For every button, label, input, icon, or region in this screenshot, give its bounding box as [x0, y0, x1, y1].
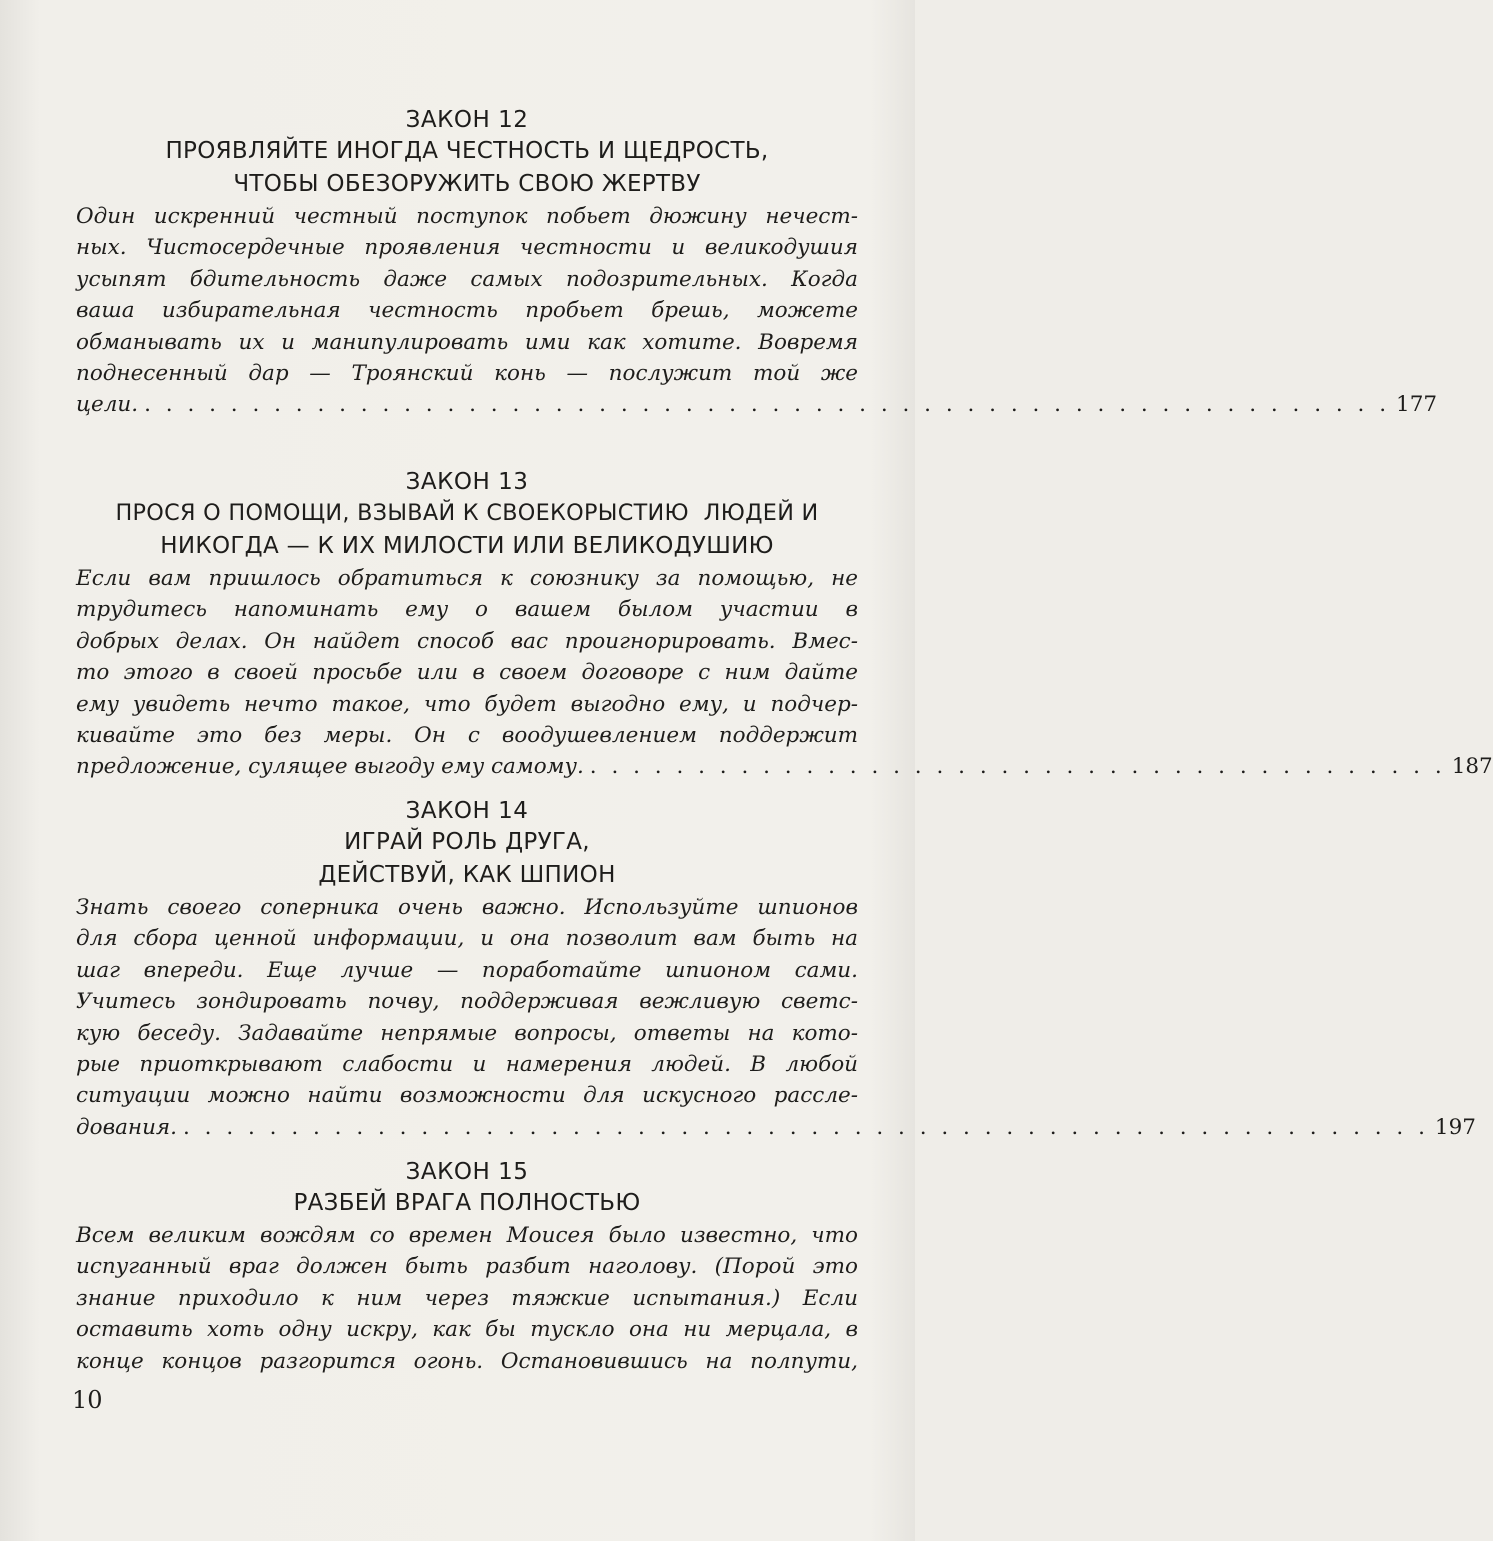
text-line: кивайте это без меры. Он с воодушевлением поддержит [76, 723, 858, 749]
text-line-last [76, 389, 1438, 420]
text-line: усыпят бдительность даже самых подозрительных. Когда [76, 266, 858, 292]
law-title-line: ИГРАЙ РОЛЬ ДРУГА, [344, 829, 590, 855]
text-line: то этого в своей просьбе или в своем договоре с ним дайте [76, 660, 858, 686]
text-line: Если вам пришлось обратиться к союзнику за помощью, не [76, 566, 858, 591]
law-title-line: ПРОЯВЛЯЙТЕ ИНОГДА ЧЕСТНОСТЬ И ЩЕДРОСТЬ, [165, 138, 769, 164]
text-line: ситуации можно найти возможности для искусного рассле- [76, 1083, 858, 1109]
text-line: знание приходило к ним через тяжкие испытания.) Если [76, 1285, 858, 1311]
law-description [76, 892, 1476, 1143]
text-line-end: дования. [76, 1114, 177, 1140]
text-line: ных. Чистосердечные проявления честности и великодушия [76, 235, 858, 261]
law-description [76, 563, 1493, 783]
text-line: рые приоткрывают слабости и намерения людей. В любой [76, 1052, 858, 1078]
law-number: ЗАКОН 14 [405, 798, 529, 824]
law-title-line: ЧТОБЫ ОБЕЗОРУЖИТЬ СВОЮ ЖЕРТВУ [233, 171, 701, 197]
text-line: шаг впереди. Еще лучше — поработайте шпионом сами. [76, 957, 858, 983]
law-description [76, 201, 1438, 421]
leader-dots: . . . . . . . . . . . . . . . . . . . . . . . . . . . . . . . . . . . . . . . . . . . . . . . . . . . . . . . . . . [144, 392, 1391, 418]
page-reference: 177 [1396, 392, 1438, 418]
law-15 [76, 1157, 858, 1377]
law-description [76, 1220, 858, 1377]
text-line: конце концов разгорится огонь. Остановившись на полпути, [76, 1348, 858, 1374]
law-number: ЗАКОН 15 [405, 1159, 529, 1185]
law-13 [76, 467, 1493, 783]
page-number: 10 [72, 1386, 103, 1414]
text-line-last [76, 1112, 1476, 1143]
text-line: ваша избирательная честность пробьет брешь, можете [76, 298, 858, 324]
law-12 [76, 105, 1438, 421]
text-line: трудитесь напоминать ему о вашем былом участии в [76, 597, 858, 623]
page-reference: 187 [1451, 754, 1493, 780]
text-line: Всем великим вождям со времен Моисея было известно, что [76, 1223, 858, 1248]
text-line-end: цели. [76, 392, 139, 418]
text-line: Учитесь зондировать почву, поддерживая вежливую светс- [76, 989, 858, 1015]
text-line: добрых делах. Он найдет способ вас проигнорировать. Вмес- [76, 628, 858, 654]
law-title-line: РАЗБЕЙ ВРАГА ПОЛНОСТЬЮ [293, 1190, 641, 1216]
law-14 [76, 796, 1476, 1143]
law-title-line: НИКОГДА — К ИХ МИЛОСТИ ИЛИ ВЕЛИКОДУШИЮ [160, 533, 774, 559]
text-line: для сбора ценной информации, и она позволит вам быть на [76, 926, 858, 952]
law-number: ЗАКОН 13 [405, 469, 529, 495]
law-title-line: ПРОСЯ О ПОМОЩИ, ВЗЫВАЙ К СВОЕКОРЫСТИЮ ЛЮДЕЙ И [115, 500, 819, 526]
law-title-line: ДЕЙСТВУЙ, КАК ШПИОН [318, 862, 616, 888]
text-line-last [76, 751, 1493, 782]
text-line: обманывать их и манипулировать ими как хотите. Вовремя [76, 329, 858, 355]
leader-dots: . . . . . . . . . . . . . . . . . . . . . . . . . . . . . . . . . . . . . . . . . . . . . . . . . . . . . . . . . . [182, 1114, 1429, 1140]
text-line: ему увидеть нечто такое, что будет выгодно ему, и подчер- [76, 691, 858, 717]
page-reference: 197 [1434, 1114, 1476, 1140]
text-line: Один искренний честный поступок побьет дюжину нечест- [76, 204, 858, 229]
text-line: кую беседу. Задавайте непрямые вопросы, ответы на кото- [76, 1020, 858, 1046]
text-line: поднесенный дар — Троянский конь — послужит той же [76, 361, 858, 387]
text-line-end: предложение, сулящее выгоду ему самому. [76, 754, 584, 780]
text-line: оставить хоть одну искру, как бы тускло она ни мерцала, в [76, 1317, 858, 1343]
text-line: Знать своего соперника очень важно. Используйте шпионов [76, 895, 858, 920]
text-line: испуганный враг должен быть разбит наголову. (Порой это [76, 1254, 858, 1280]
leader-dots: . . . . . . . . . . . . . . . . . . . . . . . . . . . . . . . . . . . . . . . . [589, 754, 1446, 780]
law-number: ЗАКОН 12 [405, 107, 529, 133]
